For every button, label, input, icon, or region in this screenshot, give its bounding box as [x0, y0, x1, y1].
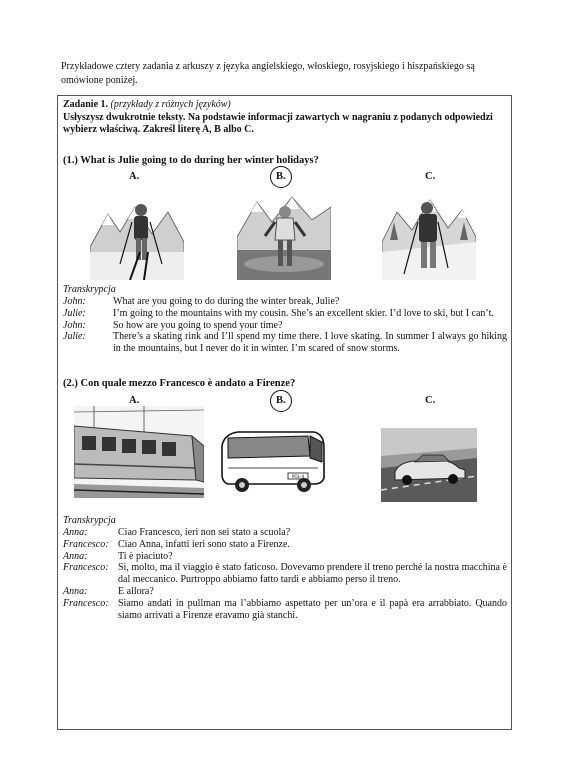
ice-skater-image[interactable]	[237, 192, 331, 280]
speaker: Francesco:	[63, 562, 109, 574]
intro-paragraph: Przykładowe cztery zadania z arkuszy z języka angielskiego, włoskiego, rosyjskiego i hiszpańskiego są omówione poniżej.	[61, 61, 475, 86]
dialogue-line	[63, 527, 507, 539]
task-instruction: Usłyszysz dwukrotnie teksty. Na podstawie informacji zawartych w nagraniu z podanych odpowiedzi wybierz właściwą. Zakreśl literę A, B albo C.	[63, 111, 493, 135]
task-subtitle: (przykłady z różnych języków)	[110, 99, 231, 110]
dialogue-line	[63, 551, 507, 563]
dialogue-line	[63, 598, 507, 622]
q2-option-b[interactable]: B.	[276, 395, 286, 406]
q2-option-c[interactable]: C.	[425, 395, 436, 406]
line-text: Ciao Anna, infatti ieri sono stato a Firenze.	[118, 538, 290, 550]
line-text: Ti è piaciuto?	[118, 550, 173, 562]
q1-transcript-label: Transkrypcja	[63, 284, 116, 295]
bus-image[interactable]	[218, 428, 328, 494]
q2-transcript-label: Transkrypcja	[63, 515, 116, 526]
q2-answer-circle	[270, 390, 292, 412]
dialogue-line	[63, 308, 507, 320]
speaker: Julie:	[63, 331, 86, 343]
q1-option-c[interactable]: C.	[425, 171, 436, 182]
dialogue-line	[63, 320, 507, 332]
dialogue-line	[63, 562, 507, 586]
q1-option-a[interactable]: A.	[129, 171, 140, 182]
hiker-image[interactable]	[382, 192, 476, 280]
q1-option-b[interactable]: B.	[276, 171, 286, 182]
line-text: So how are you going to spend your time?	[113, 319, 283, 331]
task-title: Zadanie 1.	[63, 99, 109, 110]
speaker: Francesco:	[63, 597, 109, 609]
q2-question: (2.) Con quale mezzo Francesco è andato a Firenze?	[63, 378, 296, 389]
line-text: Sì, molto, ma il viaggio è stato faticoso. Dovevamo prendere il treno perché la nostra macchina è dal meccanico. Purtroppo abbiamo fatto tardi e abbiamo perso il treno.	[118, 562, 507, 586]
line-text: I’m going to the mountains with my cousin. She’s an excellent skier. I’d love to ski, but I can’t.	[113, 307, 494, 319]
q1-dialogue	[63, 296, 507, 355]
q2-option-a[interactable]: A.	[129, 395, 140, 406]
dialogue-line	[63, 586, 507, 598]
speaker: Julie:	[63, 307, 86, 319]
speaker: Francesco:	[63, 538, 109, 550]
line-text: What are you going to do during the winter break, Julie?	[113, 296, 340, 307]
line-text: E allora?	[118, 585, 154, 597]
line-text: There’s a skating rink and I’ll spend my time there. I love skating. In summer I always go hiking in the mountains, but I never do it in winter. I’m scared of snow storms.	[113, 331, 507, 355]
dialogue-line	[63, 331, 507, 355]
speaker: Anna:	[63, 585, 88, 597]
line-text: Ciao Francesco, ieri non sei stato a scuola?	[118, 527, 291, 538]
speaker: John:	[63, 319, 86, 331]
q2-dialogue	[63, 527, 507, 621]
car-image[interactable]	[381, 428, 477, 502]
speaker: John:	[63, 296, 86, 307]
line-text: Siamo andati in pullman ma l’abbiamo aspettato per un’ora e il papà era arrabbiato. Quando siamo arrivati a Firenze eravamo già stanchi.	[118, 597, 507, 621]
speaker: Anna:	[63, 550, 88, 562]
task-heading	[63, 99, 508, 137]
dialogue-line	[63, 296, 507, 308]
bus-plate: POL-4	[291, 474, 305, 479]
q1-answer-circle	[270, 166, 292, 188]
skier-image[interactable]	[90, 192, 184, 280]
dialogue-line	[63, 539, 507, 551]
speaker: Anna:	[63, 527, 88, 538]
q1-question: (1.) What is Julie going to do during her winter holidays?	[63, 155, 319, 166]
train-image[interactable]	[74, 406, 204, 498]
